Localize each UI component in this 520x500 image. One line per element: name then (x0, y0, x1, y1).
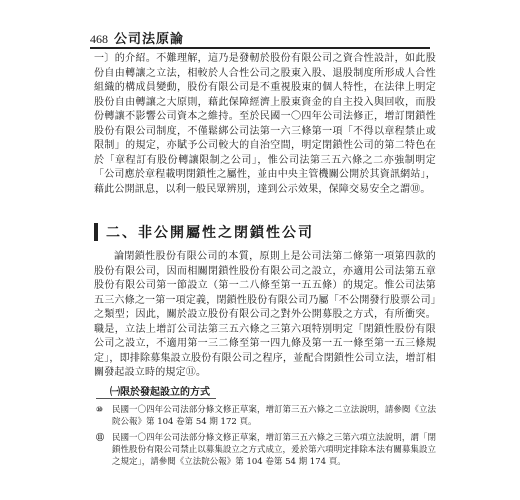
subsection-title: ㈠限於發起設立的方式 (110, 387, 210, 398)
footnote (96, 432, 436, 468)
body-text (94, 52, 436, 197)
footnote (96, 404, 436, 428)
section-title: 二、非公開屬性之閉鎖性公司 (106, 225, 314, 241)
heading-bar (94, 223, 98, 241)
footnote-text: 民國一〇四年公司法部分條文修正草案，增訂第三五六條之二立法說明，請參閱《立法院公報》第 104 卷第 54 期 172 頁。 (112, 405, 436, 427)
paragraph: 一〕的介紹。不難理解，這乃是發軔於股份有限公司之資合性設計，如此股份自由轉讓之立法，相較於人合性公司之股東入股、退股制度所形成人合性組織的構成員變動，股份有限公司是不重視股東的個人特性，在法律上明定股份自由轉讓之大原則，藉此保障經濟上股東資金的自主投入與回收，而股份轉讓不影響公司資本之維持。至於民國一〇四年公司法修正，增訂閉鎖性股份有限公司制度，不僅鬆綁公司法第一六三條第一項「不得以章程禁止或限制」的規定，亦賦予公司較大的自治空間，明定閉鎖性公司的第二特色在於「章程訂有股份轉讓限制之公司」，惟公司法第三五六條之二亦強制明定「公司應於章程載明閉鎖性之屬性，並由中央主管機關公開於其資訊網站」，藉此公開訊息，以利一般民眾辨別，達到公示效果，保障交易安全之謂⑩。 (94, 53, 436, 195)
book-title: 公司法原論 (114, 32, 185, 47)
footnote-text: 民國一〇四年公司法部分條文修正草案，增訂第三五六條之三第六項立法說明，謂「閉鎖性股份有限公司禁止以募集設立之方式成立，爰於第六項明定排除本法有關募集設立之規定」，請參閱《立法院公報》第 104 卷第 54 期 174 頁。 (112, 433, 436, 467)
body-text-2 (94, 250, 436, 381)
footnotes (96, 404, 436, 472)
running-header (90, 28, 184, 47)
section-heading (94, 222, 314, 242)
footnote-rule (96, 398, 216, 399)
paragraph: 論閉鎖性股份有限公司的本質，原則上是公司法第二條第一項第四款的股份有限公司，因而相關閉鎖性股份有限公司之設立，亦適用公司法第五章股份有限公司第一節設立（第一二八條至第一五五條）的規定。惟公司法第五三六條之一第一項定義，閉鎖性股份有限公司乃屬「不公開發行股票公司」之類型；因此，關於設立股份有限公司之對外公開募股之方式，有所衝突。職是，立法上增訂公司法第三五六條之三第六項特別明定「閉鎖性股份有限公司之設立，不適用第一三二條至第一四九條及第一五一條至第一五三條規定」，即排除募集設立股份有限公司之程序，並配合閉鎖性公司立法，增訂相關發起設立時的規定⑪。 (94, 251, 436, 378)
page-number: 468 (90, 32, 108, 46)
footnote-marker: ⑪ (96, 433, 104, 442)
header-rule (90, 47, 430, 49)
footnote-marker: ⑩ (96, 405, 103, 414)
